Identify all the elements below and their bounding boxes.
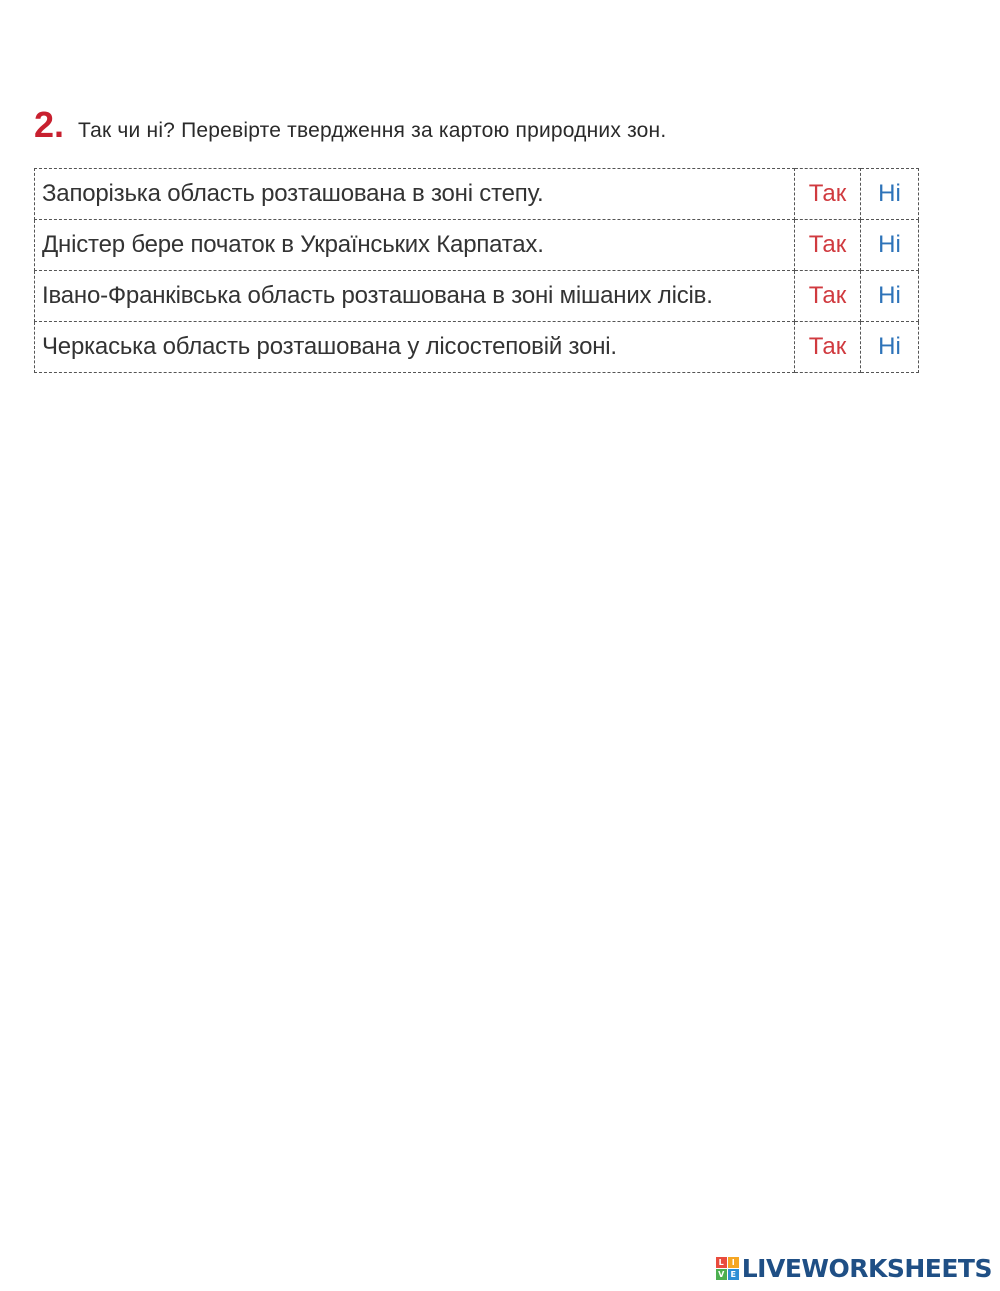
liveworksheets-logo-icon [716, 1257, 739, 1280]
answer-yes-option[interactable]: Так [795, 322, 861, 373]
statement-cell: Черкаська область розташована у лісостеповій зоні. [35, 322, 795, 373]
logo-letter-e: E [728, 1269, 739, 1280]
answer-yes-option[interactable]: Так [795, 271, 861, 322]
table-row [35, 220, 919, 271]
task-number: 2. [34, 104, 65, 145]
table-row [35, 169, 919, 220]
answer-yes-option[interactable]: Так [795, 220, 861, 271]
statement-cell: Запорізька область розташована в зоні степу. [35, 169, 795, 220]
logo-letter-i: I [728, 1257, 739, 1268]
logo-letter-v: V [716, 1269, 727, 1280]
statement-cell: Івано-Франківська область розташована в зоні мішаних лісів. [35, 271, 795, 322]
table-row [35, 271, 919, 322]
table-row [35, 322, 919, 373]
answer-no-option[interactable]: Ні [861, 322, 919, 373]
task-instruction: Так чи ні? Перевірте твердження за картою природних зон. [78, 119, 667, 142]
statement-cell: Дністер бере початок в Українських Карпатах. [35, 220, 795, 271]
true-false-table [34, 168, 919, 373]
brand-name: LIVEWORKSHEETS [741, 1254, 992, 1283]
task-header [34, 104, 666, 146]
logo-letter-l: L [716, 1257, 727, 1268]
liveworksheets-brand[interactable] [716, 1254, 992, 1283]
answer-no-option[interactable]: Ні [861, 220, 919, 271]
answer-no-option[interactable]: Ні [861, 169, 919, 220]
answer-no-option[interactable]: Ні [861, 271, 919, 322]
answer-yes-option[interactable]: Так [795, 169, 861, 220]
